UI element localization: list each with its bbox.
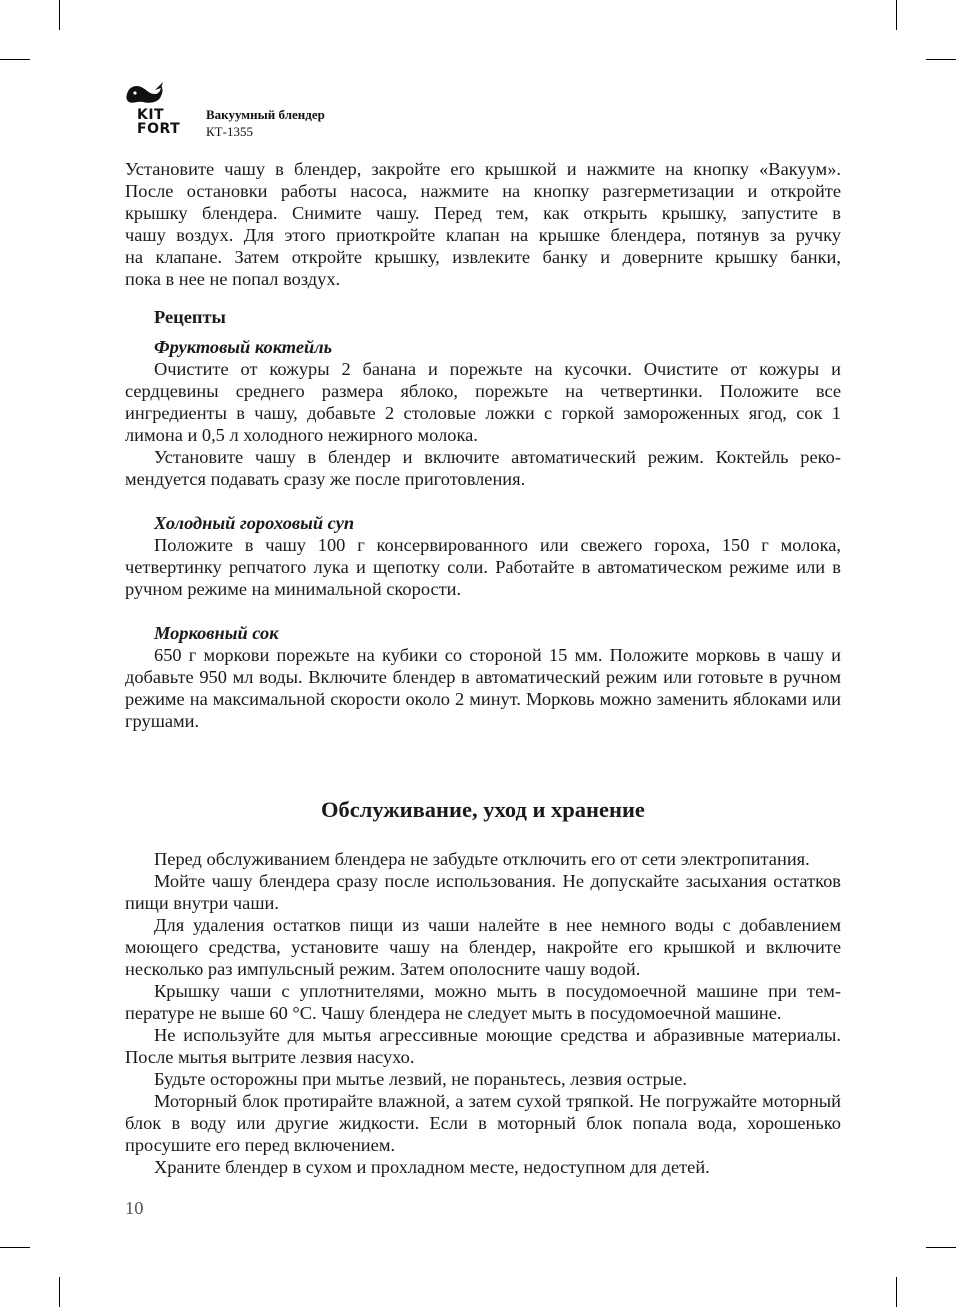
intro-line: на клапане. Затем откройте крышку, извлеките банку и доверните крышку банки, xyxy=(125,247,841,267)
crop-mark-top-left-h xyxy=(0,59,30,60)
header-product: Вакуумный блендер xyxy=(206,107,325,122)
recipe-juice-p1: 650 г моркови порежьте на кубики со стороной 15 мм. Положите морковь в чашу и добавьте 950 мл воды. Включите блендер в автоматический режим или готовьте в ручном режиме на максимальной скорости около 2 минут. Морковь можно заменить яблоками или грушами. xyxy=(125,645,841,731)
page-number: 10 xyxy=(125,1198,144,1218)
recipe-title-juice: Морковный сок xyxy=(154,623,279,643)
section-title-maintenance: Обслуживание, уход и хранение xyxy=(321,797,645,822)
brand-line-2: FORT xyxy=(137,121,181,137)
recipe-cocktail-p1: Очистите от кожуры 2 банана и порежьте на кусочки. Очистите от кожуры и сердцевины среднего размера яблоко, порежьте на четвертинки. Положите все ингредиенты в чашу, добавьте 2 столовые ложки с горкой замороженных ягод, сок 1 лимона и 0,5 л холодного нежирного молока. xyxy=(125,359,841,445)
maintenance-p6: Будьте осторожны при мытье лезвий, не пораньтесь, лезвия острые. xyxy=(154,1069,687,1089)
recipe-cocktail-p2: Установите чашу в блендер и включите автоматический режим. Коктейль рекомендуется подавать сразу же после приготовления. xyxy=(125,447,841,489)
crop-mark-bottom-left xyxy=(59,1277,60,1307)
maintenance-p2: Мойте чашу блендера сразу после использования. Не допускайте засыхания остатков пищи внутри чаши. xyxy=(125,871,841,913)
intro-line: чашу воздух. Для этого приоткройте клапан на крышке блендера, потянув за ручку xyxy=(125,225,841,245)
crop-mark-bottom-right-h xyxy=(926,1247,956,1248)
intro-line: пока в нее не попал воздух. xyxy=(125,269,341,289)
recipes-heading: Рецепты xyxy=(154,307,226,327)
maintenance-p3: Для удаления остатков пищи из чаши налейте в нее немного воды с добавлением моющего средства, установите чашу на блендер, накройте его крышкой и включите несколько раз импульсный режим. Затем ополосните чашу водой. xyxy=(125,915,841,979)
intro-line: Установите чашу в блендер, закройте его крышкой и нажмите на кнопку «Вакуум». xyxy=(125,159,841,179)
maintenance-p7: Моторный блок протирайте влажной, а затем сухой тряпкой. Не погружайте моторный блок в воду или другие жидкости. Если в моторный блок попала вода, хорошенько просушите его перед включением. xyxy=(125,1091,841,1155)
recipe-soup-p1: Положите в чашу 100 г консервированного или свежего гороха, 150 г молока, четвертинку репчатого лука и щепотку соли. Работайте в автоматическом режиме или в ручном режиме на минимальной скорости. xyxy=(125,535,841,599)
page-content xyxy=(125,158,841,1178)
crop-mark-top-right-h xyxy=(926,59,956,60)
brand-line-1: KIT xyxy=(137,107,165,123)
recipe-title-cocktail: Фруктовый коктейль xyxy=(154,337,333,357)
crop-mark-bottom-right xyxy=(896,1277,897,1307)
header-model: КТ-1355 xyxy=(206,124,253,139)
kitfort-logo xyxy=(125,80,187,140)
maintenance-p4: Крышку чаши с уплотнителями, можно мыть в посудомоечной машине при температуре не выше 60 °С. Чашу блендера не следует мыть в посудомоечной машине. xyxy=(125,981,841,1023)
maintenance-p5: Не используйте для мытья агрессивные моющие средства и абразивные материалы. После мытья вытрите лезвия насухо. xyxy=(125,1025,841,1067)
crop-mark-top-right xyxy=(896,0,897,30)
intro-line: крышку блендера. Снимите чашу. Перед тем, как открыть крышку, запустите в xyxy=(125,203,841,223)
intro-line: После остановки работы насоса, нажмите на кнопку разгерметизации и откройте xyxy=(125,181,841,201)
maintenance-p1: Перед обслуживанием блендера не забудьте отключить его от сети электропитания. xyxy=(154,849,810,869)
recipe-title-soup: Холодный гороховый суп xyxy=(154,513,355,533)
whale-icon xyxy=(125,80,165,110)
intro-paragraph xyxy=(125,158,841,290)
crop-mark-top-left xyxy=(59,0,60,30)
maintenance-p8: Храните блендер в сухом и прохладном месте, недоступном для детей. xyxy=(154,1157,710,1177)
crop-mark-bottom-left-h xyxy=(0,1247,30,1248)
